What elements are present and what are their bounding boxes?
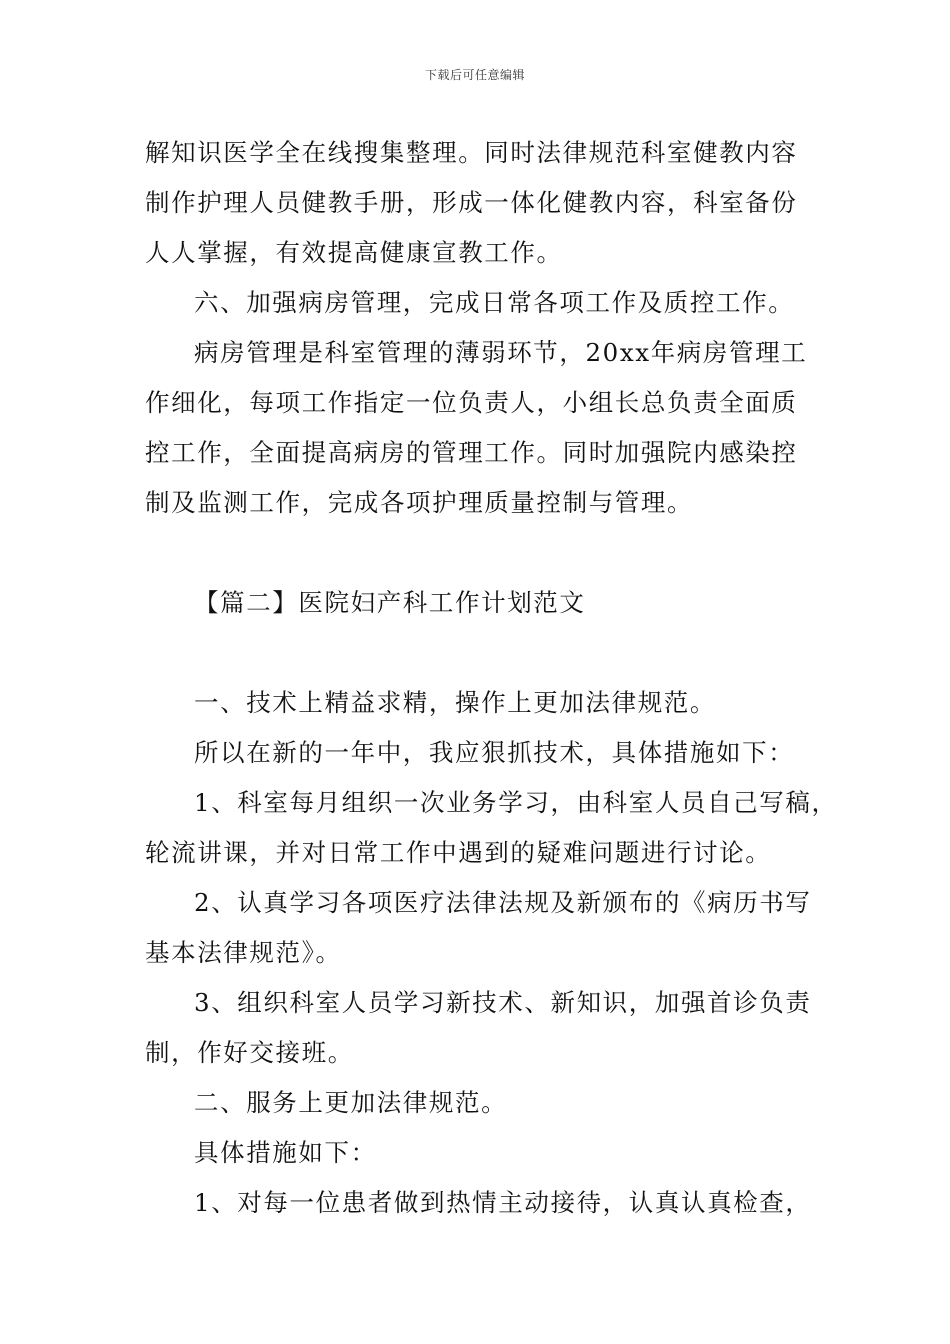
list-item: 3、组织科室人员学习新技术、新知识，加强首诊负责 xyxy=(194,988,812,1017)
text-line: 基本法律规范》。 xyxy=(145,938,342,967)
text-line: 所以在新的一年中，我应狠抓技术，具体措施如下： xyxy=(194,738,795,767)
list-item: 2、认真学习各项医疗法律法规及新颁布的《病历书写 xyxy=(194,888,812,917)
text-line: 作细化，每项工作指定一位负责人，小组长总负责全面质 xyxy=(145,388,798,417)
section-heading-two: 二、服务上更加法律规范。 xyxy=(194,1088,508,1117)
document-body xyxy=(145,128,838,1228)
section-heading-six: 六、加强病房管理，完成日常各项工作及质控工作。 xyxy=(194,288,795,317)
text-line: 解知识医学全在线搜集整理。同时法律规范科室健教内容 xyxy=(145,138,798,167)
list-item: 1、科室每月组织一次业务学习，由科室人员自己写稿， xyxy=(194,788,838,817)
list-item: 1、对每一位患者做到热情主动接待，认真认真检查， xyxy=(194,1188,812,1217)
text-line: 制，作好交接班。 xyxy=(145,1038,354,1067)
text-line: 病房管理是科室管理的薄弱环节，20xx年病房管理工 xyxy=(194,338,808,367)
text-line: 轮流讲课，并对日常工作中遇到的疑难问题进行讨论。 xyxy=(145,838,772,867)
article-heading: 【篇二】医院妇产科工作计划范文 xyxy=(194,588,586,617)
page-header: 下载后可任意编辑 xyxy=(424,68,525,82)
text-line: 人人掌握，有效提高健康宣教工作。 xyxy=(145,238,563,267)
text-line: 制作护理人员健教手册，形成一体化健教内容，科室备份 xyxy=(145,188,798,217)
text-line: 具体措施如下： xyxy=(194,1138,377,1167)
section-heading-one: 一、技术上精益求精，操作上更加法律规范。 xyxy=(194,688,716,717)
text-line: 控工作，全面提高病房的管理工作。同时加强院内感染控 xyxy=(145,438,798,467)
text-line: 制及监测工作，完成各项护理质量控制与管理。 xyxy=(145,488,694,517)
